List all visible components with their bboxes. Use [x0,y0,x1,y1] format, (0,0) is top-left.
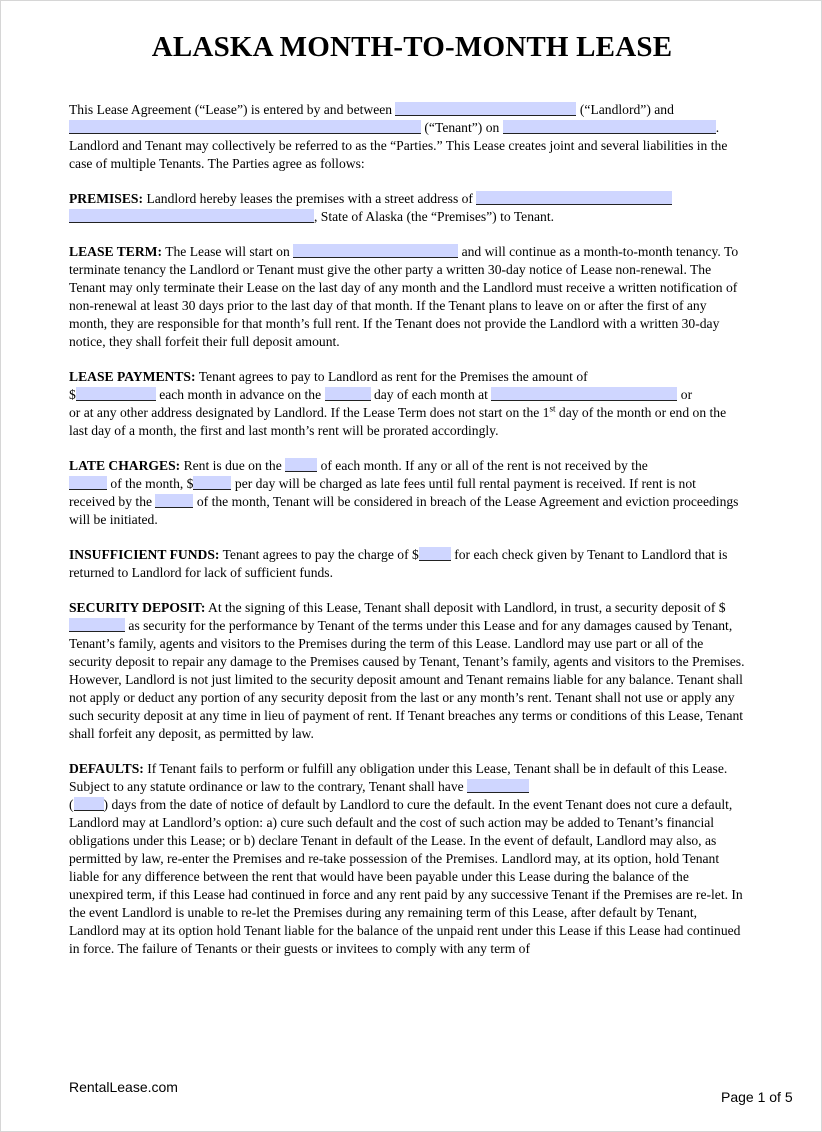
late-charges-section [69,457,745,529]
late-charges-text: of each month. If any or all of the rent is not received by the [320,458,648,473]
ordinal-suffix: st [549,403,556,414]
city-field[interactable] [69,209,314,223]
deposit-text: as security for the performance by Tenant of the terms under this Lease and for any damages caused by Tenant, Tenant’s family, agents and visitors to the Premises during the term of this Lease. Landlord may use part or all of the security deposit to repair any damage to the Premises caused by Tenant, Tenant’s family, agents and visitors to the Premises. However, Landlord is not just limited to the security deposit amount and Tenant remains liable for any balance. Tenant shall not apply or deduct any portion of any security deposit from the last or any month’s rent. Tenant shall not use or apply any such security deposit at any time in lieu of payment of rent. If Tenant breaches any terms or conditions of this Lease, Tenant shall forfeit any deposit, as permitted by law. [69,618,745,741]
premises-text: , State of Alaska (the “Premises”) to Tenant. [314,209,555,224]
section-heading: INSUFFICIENT FUNDS: [69,547,220,562]
payments-text: each month in advance on the [159,387,322,402]
lease-term-section [69,243,745,351]
intro-text: (“Tenant”) on [424,120,500,135]
lease-term-text: and will continue as a month-to-month tenancy. To terminate tenancy the Landlord or Tenant must give the other party a written 30-day notice of Lease non-renewal. The Tenant may only terminate their Lease on the last day of any month and the Landlord must receive a written notification of non-renewal at least 30 days prior to the last day of that month. If the Tenant plans to leave on or after the first of any month, they are responsible for that month’s full rent. If the Tenant does not provide the Landlord with a written 30-day notice, they shall forfeit their full deposit amount. [69,244,739,349]
rent-amount-field[interactable] [76,387,156,401]
page-number: Page 1 of 5 [721,1089,793,1105]
defaults-section [69,760,745,958]
street-address-field[interactable] [476,191,672,205]
document-title: ALASKA MONTH-TO-MONTH LEASE [151,31,673,63]
payments-text: day of the month or end on the last day of a month, the first and last month’s rent will be prorated accordingly. [69,405,727,438]
section-heading: SECURITY DEPOSIT: [69,600,206,615]
section-heading: PREMISES: [69,191,144,206]
rent-due-day-field[interactable] [325,387,371,401]
payments-text: Tenant agrees to pay to Landlord as rent for the Premises the amount of [198,369,588,384]
intro-text: . [715,120,720,135]
payment-address-field[interactable] [491,387,677,401]
section-heading: LEASE TERM: [69,244,163,259]
defaults-text: ) days from the date of notice of default by Landlord to cure the default. In the event Tenant does not cure a default, Landlord may at Landlord’s option: a) cure such default and the cost of such action may be added to Tenant’s financial obligations under this Lease; or b) declare Tenant in default of the Lease. In the event of default, Landlord may also, as permitted by law, re-enter the Premises and re-take possession of the Premises. Landlord may, at its option, hold Tenant liable for any difference between the rent that would have been payable under this Lease during the balance of the unexpired term, if this Lease had continued in force and any rent paid by any successive Tenant if the Premises are re-let. In the event Landlord is unable to re-let the Premises during any remaining term of this Lease, after default by Tenant, Landlord may at its option hold Tenant liable for the balance of the unpaid rent under this Lease if this Lease had continued in force. The failure of Tenants or their guests or invitees to comply with any term of [69,797,743,956]
premises-section [69,190,745,226]
cure-days-words-field[interactable] [467,779,529,793]
deposit-amount-field[interactable] [69,618,125,632]
premises-text: Landlord hereby leases the premises with a street address of [146,191,473,206]
landlord-name-field[interactable] [395,102,576,116]
tenant-name-field[interactable] [69,120,421,134]
intro-section [69,101,745,173]
payments-text: or at any other address designated by Landlord. If the Lease Term does not start on the 1 [69,405,550,420]
lease-date-field[interactable] [503,120,716,134]
defaults-text: ( [69,797,74,812]
intro-text: This Lease Agreement (“Lease”) is entered by and between [69,102,393,117]
security-deposit-section [69,599,745,743]
section-heading: LEASE PAYMENTS: [69,369,196,384]
insufficient-funds-section [69,546,745,582]
lease-term-text: The Lease will start on [165,244,290,259]
late-charges-text: of the month, Tenant will be considered in breach of the Lease Agreement and eviction proceedings will be initiated. [69,494,739,527]
nsf-text: Tenant agrees to pay the charge of $ [222,547,419,562]
breach-day-field[interactable] [155,494,193,508]
late-charges-text: of the month, $ [110,476,194,491]
section-heading: LATE CHARGES: [69,458,181,473]
start-date-field[interactable] [293,244,458,258]
footer-site: RentalLease.com [69,1079,178,1095]
late-day-field[interactable] [69,476,107,490]
defaults-text: If Tenant fails to perform or fulfill any obligation under this Lease, Tenant shall be in default of this Lease. Subject to any statute ordinance or law to the contrary, Tenant shall have [69,761,728,794]
late-fee-field[interactable] [193,476,231,490]
nsf-text: for each check given by Tenant to Landlord that is returned to Landlord for lack of sufficient funds. [69,547,728,580]
lease-body [69,101,745,975]
lease-payments-section: LEASE PAYMENTS: Tenant agrees to pay to Landlord as rent for the Premises the amount of $ each month in advance on the day of each month at or or at any other address designated by Landlord. If the Lease Term does not start on the 1st day of the month or end on the last day of a month, the first and last month’s rent will be prorated accordingly. [69,369,727,438]
section-heading: DEFAULTS: [69,761,144,776]
late-charges-text: per day will be charged as late fees until full rental payment is received. If rent is not received by the [69,476,696,509]
late-charges-text: Rent is due on the [183,458,282,473]
nsf-charge-field[interactable] [419,547,451,561]
payments-text: $ [69,387,76,402]
deposit-text: At the signing of this Lease, Tenant shall deposit with Landlord, in trust, a security deposit of $ [208,600,726,615]
payments-text: day of each month at [373,387,488,402]
rent-due-day-field-2[interactable] [285,458,317,472]
cure-days-number-field[interactable] [74,797,104,811]
intro-text: (“Landlord”) and [579,102,674,117]
intro-paragraph: Landlord and Tenant may collectively be referred to as the “Parties.” This Lease creates joint and several liabilities in the case of multiple Tenants. The Parties agree as follows: [69,138,728,171]
